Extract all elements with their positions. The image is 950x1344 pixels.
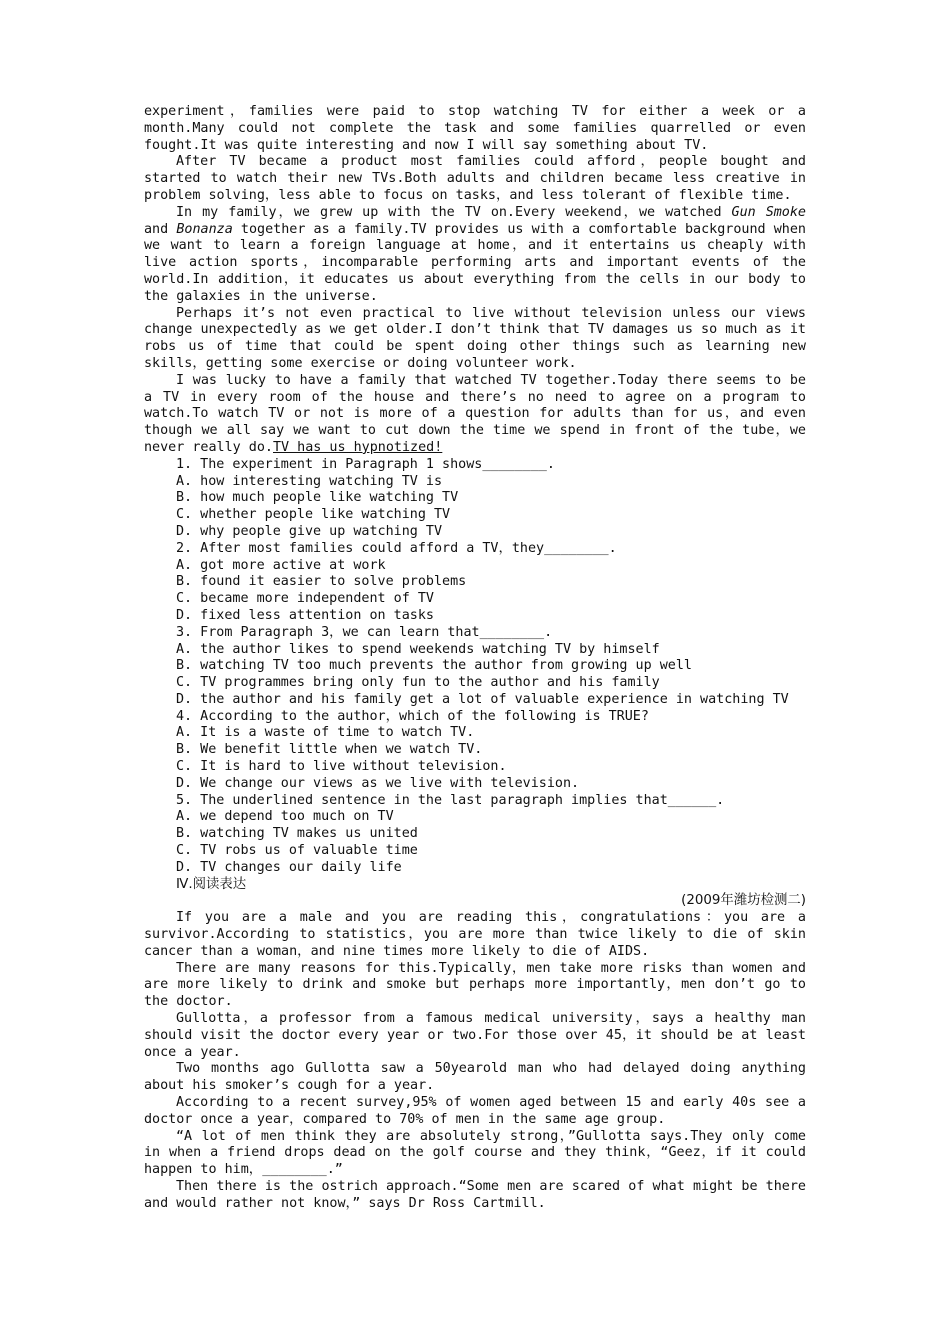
passage-paragraph-1: experiment，families were paid to stop watching TV for either a week or a month.Many could not complete the task and some families quarrelled or even fought.It was quite interesting and now I will say something about TV. — [144, 104, 806, 153]
question-line: 4. According to the author，which of the following is TRUE? — [176, 708, 649, 724]
paragraph-3-text-a: In my family，we grew up with the TV on.Every weekend，we watched — [176, 204, 732, 220]
option-line: A. the author likes to spend weekends watching TV by himself — [176, 641, 660, 657]
passage2-paragraph-1: If you are a male and you are reading this，congratulations：you are a survivor.According to statistics，you are more than twice likely to die of skin cancer than a woman，and nine times more likely to die of AIDS. — [144, 910, 806, 959]
section-heading: Ⅳ.阅读表达 — [176, 876, 247, 892]
passage-paragraph-3 — [144, 205, 806, 306]
question-line: 3. From Paragraph 3，we can learn that________. — [176, 624, 553, 640]
passage2-paragraph-5: According to a recent survey,95% of women aged between 15 and early 40s see a doctor once a year，compared to 70% of men in the same age group. — [144, 1095, 806, 1127]
passage-paragraph-2: After TV became a product most families could afford，people bought and started to watch their new TVs.Both adults and children became less creative in problem solving，less able to focus on tasks，and less tolerant of flexible time. — [144, 154, 806, 203]
option-line: A. got more active at work — [176, 557, 386, 573]
option-line: A. we depend too much on TV — [176, 809, 394, 825]
option-line: A. It is a waste of time to watch TV. — [176, 725, 475, 741]
option-line: D. fixed less attention on tasks — [176, 607, 434, 623]
document-page — [144, 104, 806, 1213]
option-line: B. We benefit little when we watch TV. — [176, 742, 483, 758]
paragraph-3-text-b: and — [144, 221, 177, 237]
passage2-paragraph-2: There are many reasons for this.Typically，men take more risks than women and are more likely to drink and smoke but perhaps more importantly，men don’t go to the doctor. — [144, 960, 806, 1010]
paragraph-5-text: I was lucky to have a family that watched TV together.Today there seems to be a TV in every room of the house and there’s no need to agree on a program to watch.To watch TV or not is more of a question for adults than for us，and even though we all say we want to cut down the time we spend in front of the tube，we never really do. — [144, 372, 806, 455]
option-line: C. TV robs us of valuable time — [176, 843, 418, 859]
option-line: D. why people give up watching TV — [176, 523, 443, 539]
passage2-paragraph-7: Then there is the ostrich approach.“Some men are scared of what might be there and would rather not know，” says Dr Ross Cartmill. — [144, 1179, 806, 1211]
question-line: 1. The experiment in Paragraph 1 shows________. — [176, 456, 555, 472]
source-note: (2009年潍坊检测二) — [681, 893, 806, 909]
option-line: B. how much people like watching TV — [176, 490, 459, 506]
question-line: 5. The underlined sentence in the last paragraph implies that______. — [176, 792, 725, 808]
question-list-1 — [144, 457, 806, 692]
option-line: B. found it easier to solve problems — [176, 574, 467, 590]
passage2-paragraph-6: “A lot of men think they are absolutely strong，”Gullotta says.They only come in when a friend drops dead on the golf course and they think，“Geez，if it could happen to him，________.” — [144, 1128, 806, 1178]
option-line: B. watching TV too much prevents the author from growing up well — [176, 658, 692, 674]
passage2-paragraph-3: Gullotta，a professor from a famous medical university，says a healthy man should visit the doctor every year or two.For those over 45，it should be at least once a year. — [144, 1011, 806, 1060]
option-line: D. We change our views as we live with television. — [176, 775, 580, 791]
option-line: C. TV programmes bring only fun to the author and his family — [176, 675, 660, 691]
option-line: C. became more independent of TV — [176, 591, 434, 607]
show-title-gun-smoke: Gun Smoke — [731, 204, 806, 220]
passage-paragraph-5 — [144, 373, 806, 457]
option-line: D. TV changes our daily life — [176, 859, 402, 875]
paragraph-3-text-c: together as a family.TV provides us with a comfortable background when we want to learn a foreign language at home，and it entertains us cheaply with live action sports，incomparable performing arts and important events of the world.In addition，it educates us about everything from the cells in our body to the galaxies in the universe. — [144, 221, 806, 304]
option-line: B. watching TV makes us united — [176, 826, 418, 842]
option-line: C. It is hard to live without television. — [176, 759, 507, 775]
option-line: A. how interesting watching TV is — [176, 473, 443, 489]
passage2-paragraph-4: Two months ago Gullotta saw a 50yearold man who had delayed doing anything about his smoker’s cough for a year. — [144, 1061, 806, 1094]
option-line: C. whether people like watching TV — [176, 507, 451, 523]
underlined-sentence: TV has us hypnotized! — [273, 439, 443, 455]
passage-paragraph-4: Perhaps it’s not even practical to live without television unless our views change unexpectedly as we get older.I don’t think that TV damages us so much as it robs us of time that could be spent doing other things such as learning new skills，getting some exercise or doing volunteer work. — [144, 305, 806, 371]
show-title-bonanza: Bonanza — [176, 221, 233, 237]
question-list-2 — [144, 709, 806, 877]
option-line-wrapped: D. the author and his family get a lot of valuable experience in watching TV — [176, 691, 789, 707]
question-line: 2. After most families could afford a TV，they________. — [176, 540, 617, 556]
